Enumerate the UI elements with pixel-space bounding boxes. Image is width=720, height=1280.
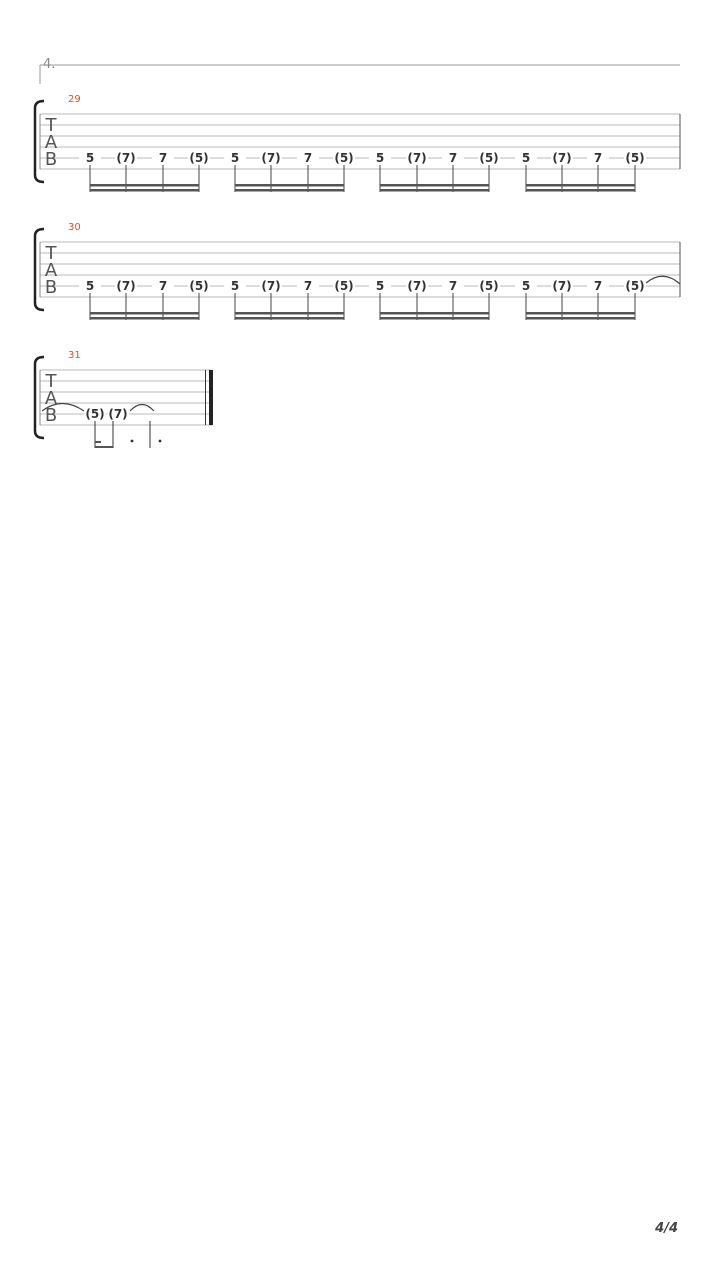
fret-number: 5 <box>85 151 95 165</box>
final-barline <box>206 370 214 425</box>
rest-dot <box>131 440 134 443</box>
fret-number: (7) <box>552 279 572 293</box>
clef-t: T <box>45 243 57 264</box>
fret-number: 5 <box>521 279 531 293</box>
measure-number: 31 <box>68 350 81 361</box>
fret-number: (5) <box>479 279 499 293</box>
tab-system-29 <box>35 94 680 192</box>
fret-number: (5) <box>625 151 645 165</box>
measure-number: 30 <box>68 222 81 233</box>
fret-number: (7) <box>261 279 281 293</box>
tab-clef <box>45 371 58 426</box>
fret-number: 7 <box>593 279 603 293</box>
beam-secondary <box>235 189 344 192</box>
beam-primary <box>380 184 489 187</box>
beam-primary <box>526 312 635 315</box>
beam-primary <box>90 184 199 187</box>
fret-number: (7) <box>407 279 427 293</box>
fret-number: 5 <box>521 151 531 165</box>
tab-system-30 <box>35 222 680 320</box>
fret-number: 5 <box>375 279 385 293</box>
beam-primary <box>235 184 344 187</box>
fret-number: 7 <box>448 151 458 165</box>
beam-primary <box>90 312 199 315</box>
clef-a: A <box>44 132 58 153</box>
volta-bracket <box>40 57 680 84</box>
beam-secondary <box>90 317 199 320</box>
measure-number: 29 <box>68 94 81 105</box>
page-number: 4/4 <box>655 1221 678 1236</box>
volta-label: 4. <box>43 57 56 72</box>
tie-arc <box>130 405 154 412</box>
fret-number: 7 <box>158 151 168 165</box>
clef-b: B <box>44 405 58 426</box>
beam-primary <box>235 312 344 315</box>
fret-number: 7 <box>448 279 458 293</box>
beam-secondary <box>380 317 489 320</box>
fret-number: 5 <box>230 151 240 165</box>
beam-primary <box>380 312 489 315</box>
fret-number: (7) <box>116 279 136 293</box>
clef-b: B <box>44 149 58 170</box>
clef-t: T <box>45 115 57 136</box>
fret-number: 7 <box>593 151 603 165</box>
beam-secondary <box>90 189 199 192</box>
fret-number: 7 <box>303 279 313 293</box>
fret-number: 5 <box>230 279 240 293</box>
fret-number: (5) <box>85 407 105 421</box>
fret-number: 5 <box>85 279 95 293</box>
tab-clef <box>45 243 58 298</box>
beam-secondary <box>526 189 635 192</box>
beam-primary <box>526 184 635 187</box>
fret-number: 7 <box>158 279 168 293</box>
fret-number: (7) <box>116 151 136 165</box>
beam-secondary <box>526 317 635 320</box>
fret-number: (5) <box>189 151 209 165</box>
fret-number: (7) <box>108 407 128 421</box>
fret-number: (7) <box>407 151 427 165</box>
fret-number: (5) <box>625 279 645 293</box>
fret-number: (5) <box>334 279 354 293</box>
fret-number: (5) <box>334 151 354 165</box>
fret-number: 5 <box>375 151 385 165</box>
clef-a: A <box>44 260 58 281</box>
tab-system-31 <box>35 350 213 448</box>
tie-arc <box>646 276 680 284</box>
tab-clef <box>45 115 58 170</box>
clef-a: A <box>44 388 58 409</box>
fret-number: (7) <box>552 151 572 165</box>
beam-secondary <box>380 189 489 192</box>
clef-b: B <box>44 277 58 298</box>
fret-number: (5) <box>189 279 209 293</box>
fret-number: (7) <box>261 151 281 165</box>
beam-secondary <box>235 317 344 320</box>
fret-number: 7 <box>303 151 313 165</box>
fret-number: (5) <box>479 151 499 165</box>
rest-dot <box>159 440 162 443</box>
clef-t: T <box>45 371 57 392</box>
